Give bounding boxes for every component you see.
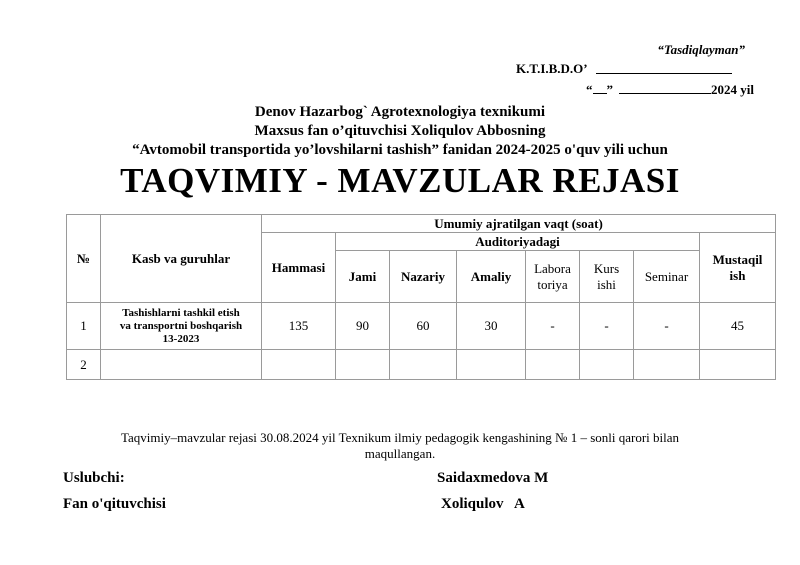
cell-nazariy: 60 [390, 303, 457, 350]
teacher-line: Maxsus fan o’qituvchisi Xoliqulov Abbosning [254, 123, 546, 139]
header-kurs [580, 251, 634, 303]
approval-note-line1: Taqvimiy–mavzular rejasi 30.08.2024 yil Texnikum ilmiy pedagogik kengashining № 1 – sonli qarori bilan [120, 430, 680, 445]
cell-kurs [580, 350, 634, 380]
cell-amaliy: 30 [457, 303, 526, 350]
cell-group [101, 303, 262, 350]
header-labora-line2: toriya [537, 276, 568, 292]
cell-labora [526, 350, 580, 380]
cell-kurs: - [580, 303, 634, 350]
header-auditor: Auditoriyadagi [336, 233, 700, 251]
approval-org-line [516, 61, 732, 77]
cell-jami: 90 [336, 303, 390, 350]
teacher-role: Fan o'qituvchisi [63, 496, 166, 512]
header-mustaqil-line1: Mustaqil [712, 251, 763, 267]
cell-seminar [634, 350, 700, 380]
header-mustaqil [700, 233, 776, 303]
approval-note-line2: maqullangan. [364, 446, 436, 461]
table-row [67, 350, 776, 380]
table-row [67, 303, 776, 350]
methodist-name: Saidaxmedova M [437, 470, 549, 486]
header-labora-line1: Labora [534, 260, 571, 276]
header-labora [526, 251, 580, 303]
cell-group [101, 350, 262, 380]
cell-labora: - [526, 303, 580, 350]
cell-jami [336, 350, 390, 380]
cell-seminar: - [634, 303, 700, 350]
cell-no: 1 [67, 303, 101, 350]
methodist-role: Uslubchi: [63, 470, 125, 486]
college-name: Denov Hazarbog` Agrotexnologiya texnikumi [254, 104, 546, 120]
cell-mustaqil [700, 350, 776, 380]
cell-nazariy [390, 350, 457, 380]
cell-amaliy [457, 350, 526, 380]
date-year: 2024 yil [711, 82, 754, 97]
header-kurs-line1: Kurs [593, 260, 620, 276]
cell-no: 2 [67, 350, 101, 380]
cell-hammasi: 135 [262, 303, 336, 350]
header-group: Kasb va guruhlar [101, 215, 262, 303]
header-amaliy: Amaliy [457, 251, 526, 303]
signature-blank-line [596, 61, 732, 74]
cell-group-line2: va transportni boshqarish [119, 319, 243, 332]
approval-org: K.T.I.B.D.O’ [516, 61, 588, 76]
header-hammasi: Hammasi [262, 233, 336, 303]
header-mustaqil-line2: ish [729, 267, 746, 283]
header-jami: Jami [336, 251, 390, 303]
header-no: № [67, 215, 101, 303]
cell-group-line1: Tashishlarni tashkil etish [122, 306, 240, 319]
table-header-row [67, 215, 776, 233]
cell-group-line3: 13-2023 [162, 332, 200, 345]
header-nazariy: Nazariy [390, 251, 457, 303]
day-blank [593, 83, 607, 94]
header-seminar: Seminar [634, 251, 700, 303]
date-quote-close: ” [606, 82, 613, 97]
approval-note [0, 430, 800, 462]
subject-line: “Avtomobil transportida yo’lovshilarni tashish” fanidan 2024-2025 o'quv yili uchun [132, 142, 668, 158]
approval-date-line [586, 82, 754, 98]
teacher-name: Xoliqulov A [441, 496, 525, 512]
page-title: TAQVIMIY - MAVZULAR REJASI [120, 161, 680, 200]
header-total-time: Umumiy ajratilgan vaqt (soat) [262, 215, 776, 233]
cell-hammasi [262, 350, 336, 380]
header-kurs-line2: ishi [597, 276, 616, 292]
month-blank [619, 83, 711, 94]
cell-mustaqil: 45 [700, 303, 776, 350]
plan-table [66, 214, 776, 380]
date-quote-open: “ [586, 82, 593, 97]
approval-label: “Tasdiqlayman” [657, 42, 745, 57]
